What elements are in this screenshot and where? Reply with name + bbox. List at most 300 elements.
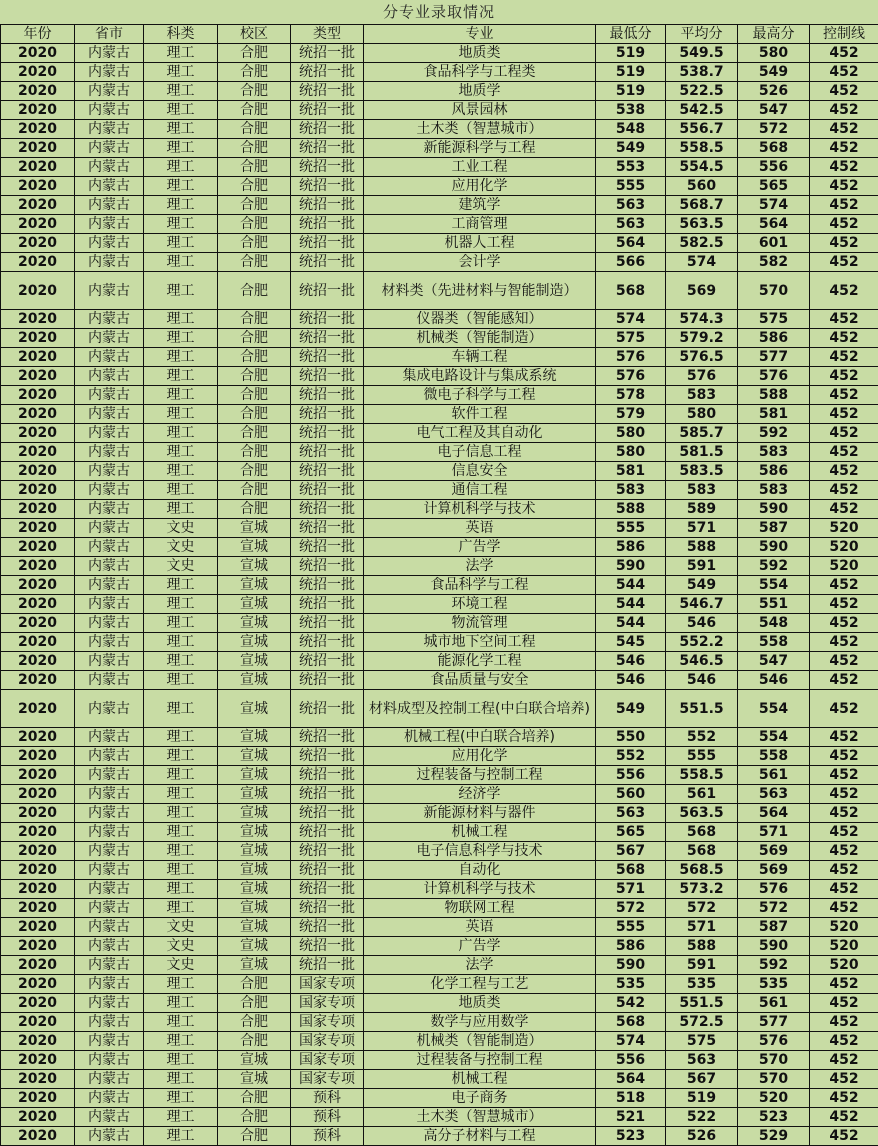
control-line-cell: 452: [810, 367, 878, 386]
year-cell: 2020: [1, 1108, 75, 1127]
max-score-cell: 563: [738, 785, 810, 804]
category-cell: 理工: [144, 1089, 218, 1108]
col-header: 校区: [218, 25, 291, 44]
campus-cell: 合肥: [218, 405, 291, 424]
year-cell: 2020: [1, 253, 75, 272]
category-cell: 理工: [144, 196, 218, 215]
max-score-cell: 574: [738, 196, 810, 215]
min-score-cell: 535: [596, 975, 666, 994]
campus-cell: 合肥: [218, 1032, 291, 1051]
control-line-cell: 452: [810, 329, 878, 348]
major-cell: 物流管理: [364, 614, 596, 633]
major-cell: 应用化学: [364, 747, 596, 766]
year-cell: 2020: [1, 63, 75, 82]
campus-cell: 合肥: [218, 63, 291, 82]
category-cell: 理工: [144, 1127, 218, 1146]
category-cell: 理工: [144, 652, 218, 671]
max-score-cell: 587: [738, 918, 810, 937]
year-cell: 2020: [1, 196, 75, 215]
max-score-cell: 571: [738, 823, 810, 842]
year-cell: 2020: [1, 462, 75, 481]
major-cell: 会计学: [364, 253, 596, 272]
max-score-cell: 565: [738, 177, 810, 196]
category-cell: 文史: [144, 557, 218, 576]
category-cell: 理工: [144, 405, 218, 424]
control-line-cell: 452: [810, 899, 878, 918]
max-score-cell: 549: [738, 63, 810, 82]
col-header: 控制线: [810, 25, 878, 44]
avg-score-cell: 556.7: [666, 120, 738, 139]
avg-score-cell: 576: [666, 367, 738, 386]
table-row: [1, 557, 878, 576]
campus-cell: 宣城: [218, 633, 291, 652]
max-score-cell: 586: [738, 462, 810, 481]
type-cell: 统招一批: [291, 842, 364, 861]
avg-score-cell: 526: [666, 1127, 738, 1146]
table-row: [1, 690, 878, 728]
max-score-cell: 582: [738, 253, 810, 272]
control-line-cell: 452: [810, 595, 878, 614]
year-cell: 2020: [1, 747, 75, 766]
avg-score-cell: 546: [666, 614, 738, 633]
avg-score-cell: 591: [666, 557, 738, 576]
province-cell: 内蒙古: [75, 215, 144, 234]
max-score-cell: 590: [738, 538, 810, 557]
category-cell: 理工: [144, 747, 218, 766]
max-score-cell: 554: [738, 690, 810, 728]
type-cell: 统招一批: [291, 690, 364, 728]
type-cell: 统招一批: [291, 101, 364, 120]
year-cell: 2020: [1, 367, 75, 386]
year-cell: 2020: [1, 576, 75, 595]
type-cell: 统招一批: [291, 234, 364, 253]
type-cell: 统招一批: [291, 804, 364, 823]
avg-score-cell: 572.5: [666, 1013, 738, 1032]
control-line-cell: 452: [810, 177, 878, 196]
campus-cell: 合肥: [218, 253, 291, 272]
type-cell: 统招一批: [291, 538, 364, 557]
campus-cell: 合肥: [218, 367, 291, 386]
province-cell: 内蒙古: [75, 386, 144, 405]
category-cell: 理工: [144, 975, 218, 994]
province-cell: 内蒙古: [75, 462, 144, 481]
control-line-cell: 452: [810, 196, 878, 215]
category-cell: 理工: [144, 595, 218, 614]
min-score-cell: 544: [596, 595, 666, 614]
min-score-cell: 549: [596, 139, 666, 158]
max-score-cell: 561: [738, 994, 810, 1013]
min-score-cell: 588: [596, 500, 666, 519]
avg-score-cell: 552: [666, 728, 738, 747]
min-score-cell: 563: [596, 196, 666, 215]
table-row: [1, 576, 878, 595]
type-cell: 统招一批: [291, 272, 364, 310]
category-cell: 文史: [144, 519, 218, 538]
table-row: [1, 481, 878, 500]
province-cell: 内蒙古: [75, 367, 144, 386]
max-score-cell: 570: [738, 1051, 810, 1070]
type-cell: 国家专项: [291, 1032, 364, 1051]
control-line-cell: 452: [810, 652, 878, 671]
major-cell: 能源化学工程: [364, 652, 596, 671]
avg-score-cell: 546: [666, 671, 738, 690]
type-cell: 统招一批: [291, 576, 364, 595]
province-cell: 内蒙古: [75, 747, 144, 766]
province-cell: 内蒙古: [75, 139, 144, 158]
campus-cell: 合肥: [218, 500, 291, 519]
category-cell: 理工: [144, 728, 218, 747]
min-score-cell: 576: [596, 348, 666, 367]
category-cell: 理工: [144, 671, 218, 690]
category-cell: 理工: [144, 880, 218, 899]
major-cell: 工业工程: [364, 158, 596, 177]
min-score-cell: 521: [596, 1108, 666, 1127]
max-score-cell: 583: [738, 443, 810, 462]
type-cell: 统招一批: [291, 424, 364, 443]
type-cell: 统招一批: [291, 481, 364, 500]
table-row: [1, 595, 878, 614]
avg-score-cell: 546.5: [666, 652, 738, 671]
max-score-cell: 558: [738, 747, 810, 766]
province-cell: 内蒙古: [75, 576, 144, 595]
control-line-cell: 520: [810, 956, 878, 975]
type-cell: 统招一批: [291, 405, 364, 424]
year-cell: 2020: [1, 82, 75, 101]
campus-cell: 合肥: [218, 994, 291, 1013]
type-cell: 统招一批: [291, 462, 364, 481]
category-cell: 理工: [144, 690, 218, 728]
province-cell: 内蒙古: [75, 158, 144, 177]
control-line-cell: 452: [810, 747, 878, 766]
major-cell: 英语: [364, 519, 596, 538]
major-cell: 机械类（智能制造）: [364, 1032, 596, 1051]
avg-score-cell: 583.5: [666, 462, 738, 481]
province-cell: 内蒙古: [75, 272, 144, 310]
control-line-cell: 452: [810, 614, 878, 633]
min-score-cell: 549: [596, 690, 666, 728]
province-cell: 内蒙古: [75, 1032, 144, 1051]
max-score-cell: 568: [738, 139, 810, 158]
min-score-cell: 586: [596, 937, 666, 956]
type-cell: 统招一批: [291, 177, 364, 196]
max-score-cell: 581: [738, 405, 810, 424]
year-cell: 2020: [1, 215, 75, 234]
campus-cell: 宣城: [218, 652, 291, 671]
year-cell: 2020: [1, 158, 75, 177]
major-cell: 新能源科学与工程: [364, 139, 596, 158]
major-cell: 新能源材料与器件: [364, 804, 596, 823]
type-cell: 统招一批: [291, 500, 364, 519]
max-score-cell: 576: [738, 367, 810, 386]
table-row: [1, 386, 878, 405]
control-line-cell: 452: [810, 405, 878, 424]
max-score-cell: 586: [738, 329, 810, 348]
min-score-cell: 555: [596, 519, 666, 538]
control-line-cell: 452: [810, 1051, 878, 1070]
province-cell: 内蒙古: [75, 500, 144, 519]
year-cell: 2020: [1, 880, 75, 899]
max-score-cell: 575: [738, 310, 810, 329]
category-cell: 理工: [144, 348, 218, 367]
year-cell: 2020: [1, 823, 75, 842]
min-score-cell: 519: [596, 82, 666, 101]
max-score-cell: 577: [738, 1013, 810, 1032]
min-score-cell: 564: [596, 234, 666, 253]
control-line-cell: 452: [810, 120, 878, 139]
province-cell: 内蒙古: [75, 253, 144, 272]
province-cell: 内蒙古: [75, 234, 144, 253]
category-cell: 理工: [144, 899, 218, 918]
major-cell: 机械类（智能制造）: [364, 329, 596, 348]
max-score-cell: 556: [738, 158, 810, 177]
min-score-cell: 542: [596, 994, 666, 1013]
province-cell: 内蒙古: [75, 880, 144, 899]
max-score-cell: 572: [738, 120, 810, 139]
table-row: [1, 861, 878, 880]
table-row: [1, 82, 878, 101]
table-row: [1, 101, 878, 120]
avg-score-cell: 551.5: [666, 994, 738, 1013]
major-cell: 电气工程及其自动化: [364, 424, 596, 443]
max-score-cell: 546: [738, 671, 810, 690]
campus-cell: 宣城: [218, 557, 291, 576]
type-cell: 统招一批: [291, 348, 364, 367]
min-score-cell: 574: [596, 1032, 666, 1051]
min-score-cell: 555: [596, 177, 666, 196]
campus-cell: 合肥: [218, 443, 291, 462]
province-cell: 内蒙古: [75, 519, 144, 538]
avg-score-cell: 522: [666, 1108, 738, 1127]
table-row: [1, 500, 878, 519]
table-row: [1, 329, 878, 348]
avg-score-cell: 554.5: [666, 158, 738, 177]
max-score-cell: 583: [738, 481, 810, 500]
max-score-cell: 576: [738, 880, 810, 899]
table-row: [1, 1051, 878, 1070]
year-cell: 2020: [1, 804, 75, 823]
table-row: [1, 405, 878, 424]
max-score-cell: 570: [738, 272, 810, 310]
avg-score-cell: 568: [666, 823, 738, 842]
category-cell: 理工: [144, 842, 218, 861]
max-score-cell: 601: [738, 234, 810, 253]
avg-score-cell: 580: [666, 405, 738, 424]
year-cell: 2020: [1, 44, 75, 63]
control-line-cell: 452: [810, 462, 878, 481]
max-score-cell: 577: [738, 348, 810, 367]
campus-cell: 合肥: [218, 1013, 291, 1032]
year-cell: 2020: [1, 785, 75, 804]
year-cell: 2020: [1, 519, 75, 538]
major-cell: 地质类: [364, 994, 596, 1013]
control-line-cell: 452: [810, 63, 878, 82]
min-score-cell: 546: [596, 671, 666, 690]
min-score-cell: 546: [596, 652, 666, 671]
campus-cell: 宣城: [218, 918, 291, 937]
max-score-cell: 580: [738, 44, 810, 63]
major-cell: 工商管理: [364, 215, 596, 234]
min-score-cell: 552: [596, 747, 666, 766]
type-cell: 国家专项: [291, 994, 364, 1013]
category-cell: 理工: [144, 386, 218, 405]
table-row: [1, 633, 878, 652]
type-cell: 统招一批: [291, 937, 364, 956]
province-cell: 内蒙古: [75, 120, 144, 139]
year-cell: 2020: [1, 424, 75, 443]
campus-cell: 宣城: [218, 576, 291, 595]
avg-score-cell: 576.5: [666, 348, 738, 367]
table-row: [1, 272, 878, 310]
max-score-cell: 554: [738, 576, 810, 595]
province-cell: 内蒙古: [75, 1070, 144, 1089]
control-line-cell: 452: [810, 975, 878, 994]
avg-score-cell: 571: [666, 918, 738, 937]
type-cell: 统招一批: [291, 367, 364, 386]
province-cell: 内蒙古: [75, 557, 144, 576]
min-score-cell: 578: [596, 386, 666, 405]
year-cell: 2020: [1, 177, 75, 196]
campus-cell: 合肥: [218, 196, 291, 215]
avg-score-cell: 563.5: [666, 804, 738, 823]
avg-score-cell: 568.5: [666, 861, 738, 880]
max-score-cell: 569: [738, 861, 810, 880]
year-cell: 2020: [1, 690, 75, 728]
control-line-cell: 452: [810, 1089, 878, 1108]
year-cell: 2020: [1, 405, 75, 424]
admission-table: [0, 24, 878, 1146]
major-cell: 计算机科学与技术: [364, 500, 596, 519]
major-cell: 通信工程: [364, 481, 596, 500]
campus-cell: 合肥: [218, 44, 291, 63]
col-header: 年份: [1, 25, 75, 44]
min-score-cell: 580: [596, 424, 666, 443]
type-cell: 统招一批: [291, 633, 364, 652]
avg-score-cell: 583: [666, 481, 738, 500]
type-cell: 统招一批: [291, 386, 364, 405]
province-cell: 内蒙古: [75, 1089, 144, 1108]
control-line-cell: 520: [810, 918, 878, 937]
type-cell: 统招一批: [291, 861, 364, 880]
type-cell: 统招一批: [291, 785, 364, 804]
min-score-cell: 563: [596, 804, 666, 823]
avg-score-cell: 583: [666, 386, 738, 405]
major-cell: 建筑学: [364, 196, 596, 215]
category-cell: 理工: [144, 766, 218, 785]
avg-score-cell: 568: [666, 842, 738, 861]
type-cell: 国家专项: [291, 1013, 364, 1032]
avg-score-cell: 581.5: [666, 443, 738, 462]
control-line-cell: 452: [810, 101, 878, 120]
max-score-cell: 547: [738, 101, 810, 120]
major-cell: 材料类（先进材料与智能制造）: [364, 272, 596, 310]
campus-cell: 宣城: [218, 804, 291, 823]
major-cell: 机械工程: [364, 1070, 596, 1089]
table-row: [1, 899, 878, 918]
year-cell: 2020: [1, 956, 75, 975]
year-cell: 2020: [1, 101, 75, 120]
campus-cell: 宣城: [218, 785, 291, 804]
category-cell: 理工: [144, 823, 218, 842]
table-row: [1, 937, 878, 956]
campus-cell: 合肥: [218, 139, 291, 158]
major-cell: 法学: [364, 557, 596, 576]
max-score-cell: 592: [738, 557, 810, 576]
year-cell: 2020: [1, 842, 75, 861]
avg-score-cell: 591: [666, 956, 738, 975]
year-cell: 2020: [1, 1089, 75, 1108]
control-line-cell: 452: [810, 44, 878, 63]
control-line-cell: 452: [810, 842, 878, 861]
province-cell: 内蒙古: [75, 975, 144, 994]
province-cell: 内蒙古: [75, 690, 144, 728]
type-cell: 统招一批: [291, 82, 364, 101]
avg-score-cell: 546.7: [666, 595, 738, 614]
table-row: [1, 975, 878, 994]
min-score-cell: 564: [596, 1070, 666, 1089]
year-cell: 2020: [1, 937, 75, 956]
province-cell: 内蒙古: [75, 443, 144, 462]
max-score-cell: 523: [738, 1108, 810, 1127]
avg-score-cell: 535: [666, 975, 738, 994]
control-line-cell: 452: [810, 690, 878, 728]
campus-cell: 宣城: [218, 899, 291, 918]
avg-score-cell: 549: [666, 576, 738, 595]
type-cell: 统招一批: [291, 899, 364, 918]
campus-cell: 宣城: [218, 956, 291, 975]
table-row: [1, 1108, 878, 1127]
campus-cell: 宣城: [218, 823, 291, 842]
table-row: [1, 747, 878, 766]
sheet-title: 分专业录取情况: [382, 3, 495, 21]
category-cell: 理工: [144, 120, 218, 139]
year-cell: 2020: [1, 139, 75, 158]
year-cell: 2020: [1, 272, 75, 310]
campus-cell: 宣城: [218, 747, 291, 766]
min-score-cell: 568: [596, 272, 666, 310]
category-cell: 理工: [144, 63, 218, 82]
year-cell: 2020: [1, 1032, 75, 1051]
type-cell: 统招一批: [291, 918, 364, 937]
province-cell: 内蒙古: [75, 804, 144, 823]
min-score-cell: 548: [596, 120, 666, 139]
major-cell: 食品科学与工程: [364, 576, 596, 595]
province-cell: 内蒙古: [75, 994, 144, 1013]
avg-score-cell: 582.5: [666, 234, 738, 253]
table-row: [1, 804, 878, 823]
province-cell: 内蒙古: [75, 766, 144, 785]
type-cell: 统招一批: [291, 766, 364, 785]
major-cell: 物联网工程: [364, 899, 596, 918]
col-header: 最低分: [596, 25, 666, 44]
min-score-cell: 519: [596, 44, 666, 63]
campus-cell: 宣城: [218, 1051, 291, 1070]
category-cell: 理工: [144, 101, 218, 120]
max-score-cell: 529: [738, 1127, 810, 1146]
type-cell: 统招一批: [291, 671, 364, 690]
campus-cell: 合肥: [218, 177, 291, 196]
province-cell: 内蒙古: [75, 348, 144, 367]
campus-cell: 合肥: [218, 215, 291, 234]
major-cell: 机械工程: [364, 823, 596, 842]
avg-score-cell: 561: [666, 785, 738, 804]
min-score-cell: 518: [596, 1089, 666, 1108]
min-score-cell: 581: [596, 462, 666, 481]
avg-score-cell: 558.5: [666, 766, 738, 785]
category-cell: 理工: [144, 329, 218, 348]
year-cell: 2020: [1, 1013, 75, 1032]
province-cell: 内蒙古: [75, 196, 144, 215]
province-cell: 内蒙古: [75, 310, 144, 329]
